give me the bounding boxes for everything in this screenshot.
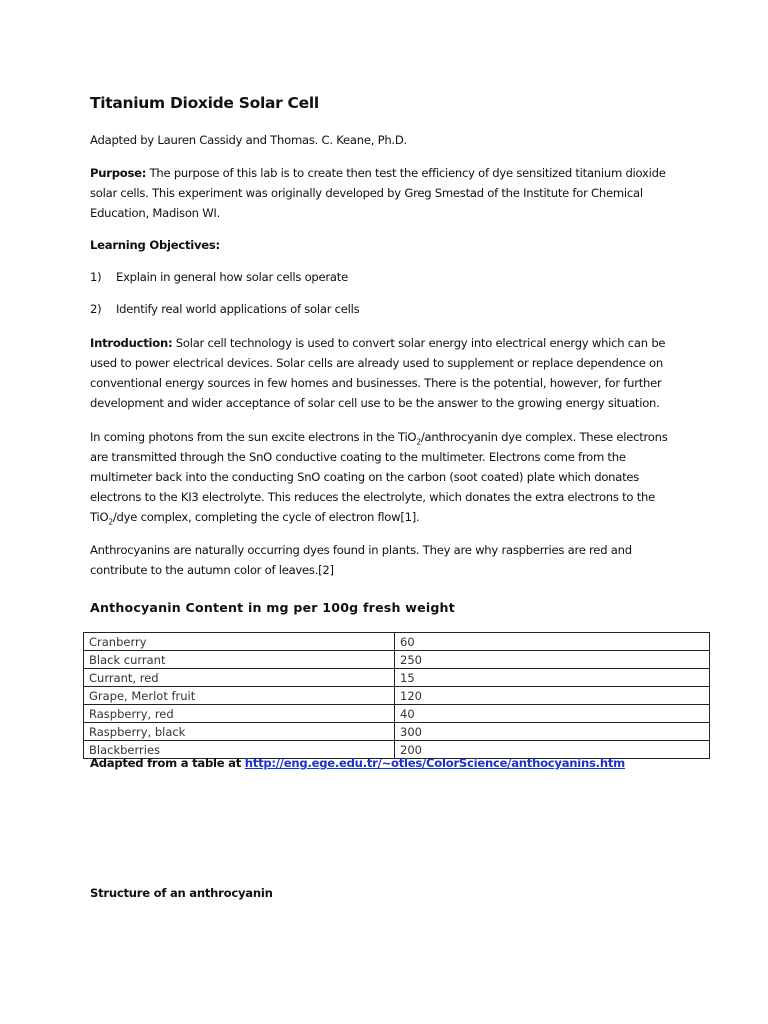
authors-line: Adapted by Lauren Cassidy and Thomas. C. Keane, Ph.D.: [90, 133, 407, 147]
table-row: [84, 633, 710, 651]
source-link[interactable]: http://eng.ege.edu.tr/~otles/ColorScience/anthocyanins.htm: [244, 756, 625, 770]
purpose-paragraph: [90, 163, 680, 223]
table-row: [84, 687, 710, 705]
purpose-label: Purpose:: [90, 166, 147, 180]
introduction-paragraph: [90, 333, 680, 413]
table-row: [84, 651, 710, 669]
table-source: Adapted from a table at http://eng.ege.edu.tr/~otles/ColorScience/anthocyanins.htm: [90, 756, 625, 770]
document-title: Titanium Dioxide Solar Cell: [90, 94, 319, 112]
content-value-cell: 250: [395, 651, 710, 669]
fruit-cell: Currant, red: [84, 669, 395, 687]
fruit-cell: Raspberry, black: [84, 723, 395, 741]
content-value-cell: 40: [395, 705, 710, 723]
objective-item: 1) Explain in general how solar cells operate: [90, 270, 348, 284]
fruit-cell: Cranberry: [84, 633, 395, 651]
purpose-text: The purpose of this lab is to create then test the efficiency of dye sensitized titanium dioxide solar cells. This experiment was originally developed by Greg Smestad of the Institute for Chemical Education, Madison WI.: [90, 166, 666, 220]
table-row: [84, 723, 710, 741]
fruit-cell: Black currant: [84, 651, 395, 669]
table-row: [84, 669, 710, 687]
fruit-cell: Raspberry, red: [84, 705, 395, 723]
anthocyanin-table: [83, 632, 710, 759]
content-value-cell: 300: [395, 723, 710, 741]
fruit-cell: Blackberries: [84, 741, 395, 759]
content-value-cell: 200: [395, 741, 710, 759]
content-value-cell: 15: [395, 669, 710, 687]
structure-heading: Structure of an anthrocyanin: [90, 886, 273, 900]
table-row: [84, 705, 710, 723]
objective-item: 2) Identify real world applications of solar cells: [90, 302, 360, 316]
objectives-heading: Learning Objectives:: [90, 238, 220, 252]
content-value-cell: 120: [395, 687, 710, 705]
anthocyanins-paragraph: Anthrocyanins are naturally occurring dyes found in plants. They are why raspberries are red and contribute to the autumn color of leaves.[2]: [90, 543, 632, 577]
table-title: Anthocyanin Content in mg per 100g fresh weight: [90, 600, 455, 615]
photons-paragraph: In coming photons from the sun excite electrons in the TiO$_2$/anthrocyanin dye complex. These electrons are transmitted through the SnO conductive coating to the multimeter. Electrons come from the multimeter back into the conducting SnO coating on the carbon (soot coated) plate which donates electrons to the KI3 electrolyte. This reduces the electrolyte, which donates the extra electrons to the TiO$_2$/dye complex, completing the cycle of electron flow[1].: [90, 430, 668, 527]
introduction-text: Solar cell technology is used to convert solar energy into electrical energy which can be used to power electrical devices. Solar cells are already used to supplement or replace dependence on conventional energy sources in few homes and businesses. There is the potential, however, for further development and wider acceptance of solar cell use to be the answer to the growing energy situation.: [90, 336, 666, 410]
content-value-cell: 60: [395, 633, 710, 651]
fruit-cell: Grape, Merlot fruit: [84, 687, 395, 705]
introduction-label: Introduction:: [90, 336, 173, 350]
